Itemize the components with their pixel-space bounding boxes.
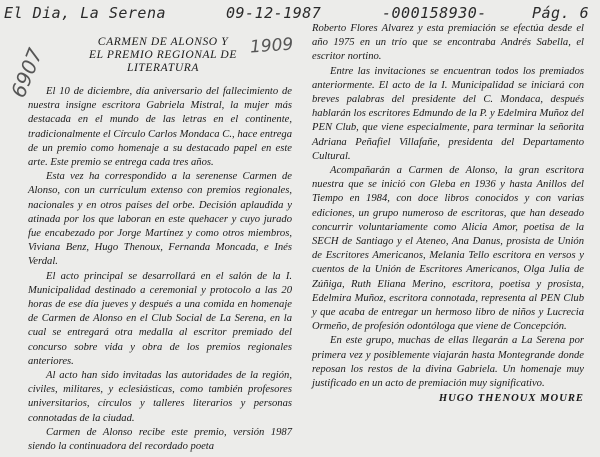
article-title <box>68 36 258 75</box>
date-annotation: 09-12-1987 <box>226 4 322 22</box>
paragraph: El 10 de diciembre, día aniversario del fallecimiento de nuestra insigne escritora Gabriela Mistral, la mujer más destacada en el mundo de las letras en el continente, tradicionalmente el Círculo Carlos Mondaca C., hace entrega de un premio como homenaje a su destacado papel en este arte. Este premio se entrega cada tres años. <box>28 86 292 169</box>
byline: HUGO THENOUX MOURE <box>438 393 584 405</box>
paragraph: En este grupo, muchas de ellas llegarán a La Serena por primera vez y posiblemente viajarán hasta Montegrande donde reposan los restos de la divina Gabriela. Un homenaje muy justificado en un acto de premiación muy significativo. <box>312 335 584 390</box>
code-annotation: -000158930- <box>382 4 487 22</box>
title-line: LITERATURA <box>126 62 200 74</box>
title-line: CARMEN DE ALONSO Y <box>97 36 229 48</box>
paragraph: Entre las invitaciones se encuentran todos los premiados anteriormente. El acto de la I. Municipalidad se iniciará con breves palabras del presidente del C. Mondaca, después hablarán los escritores Edmundo de la P. y Edelmira Muñoz del PEN Club, que viene especialmente, para terminar la señorita Adriana Peñafiel Villafañe, presidenta del Departamento Cultural. <box>312 65 584 162</box>
paragraph: Esta vez ha correspondido a la serenense Carmen de Alonso, con un currículum extenso con premios regionales, nacionales y en otros países del orbe. Decisión aplaudida y atinada por los que laboran en este quehacer y cuyo jurado fue encabezado por Jorge Martínez y como otros miembros, Viviana Benz, Hugo Thenoux, Fernanda Moncada, e Inés Verdal. <box>28 171 292 268</box>
margin-note-right: 1909 <box>249 34 294 58</box>
paragraph: Roberto Flores Alvarez y esta premiación se efectúa desde el año 1975 en un trío que se encontraba Andrés Sabella, el escritor nortino. <box>312 23 584 63</box>
margin-note-left: 6907 <box>6 44 48 101</box>
left-column <box>28 36 292 454</box>
paragraph: Acompañarán a Carmen de Alonso, la gran escritora nuestra que se inició con Gleba en 1936 y hasta Anillos del Tiempo en 1984, con doce libros conocidos y con varias ediciones, un grupo numeroso de escritoras, que han deseado concurrir voluntariamente como Alicia Amor, poetisa de la SECH de Santiago y el Ateneo, Ana Danus, prosista de Unión de Escritores Americanos, Melania Tello escritora en versos y cuentos de la Unión de Escritores Americanos, Olga Julia de Zúñiga, Ruth Eliana Merino, escritora, poetisa y prosista, Edelmira Muñoz, escritora connotada, representa al PEN Club y que acaba de entregar un hermoso libro de niños y Lucrecia Ormeño, de profesión odontóloga que viene de Concepción. <box>312 165 584 333</box>
page-annotation: Pág. 6 <box>532 4 590 22</box>
paragraph: El acto principal se desarrollará en el salón de la I. Municipalidad destinado a ceremonial y protocolo a las 20 horas de ese día jueves y después a una comida en homenaje de Carmen de Alonso en el Club Social de La Serena, en la cual se entregará otra medalla al escritor premiado del concurso sobre vida y obra de los premios regionales anteriores. <box>28 270 292 367</box>
title-line: EL PREMIO REGIONAL DE <box>89 49 237 61</box>
paragraph: Al acto han sido invitadas las autoridades de la región, civiles, militares, y eclesiásticas, como también profesores universitarios, círculos y talleres literarios y personas connotadas de la ciudad. <box>28 370 292 424</box>
right-column <box>312 4 584 406</box>
source-annotation: El Dia, La Serena <box>4 4 167 22</box>
paragraph: Carmen de Alonso recibe este premio, versión 1987 siendo la continuadora del recordado poeta <box>28 426 292 453</box>
